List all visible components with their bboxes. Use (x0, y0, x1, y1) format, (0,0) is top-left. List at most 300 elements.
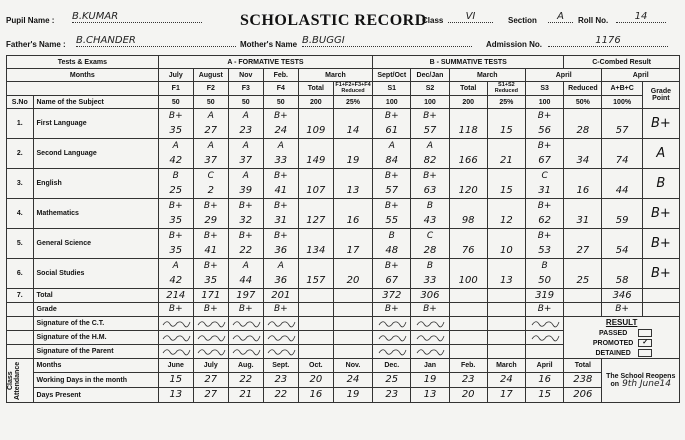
marks-cell: 57 (373, 184, 411, 199)
signature-mark (231, 346, 261, 356)
marks-cell: 100 (449, 274, 487, 289)
result-option-label: PASSED (598, 329, 628, 337)
roll-no-value: 14 (616, 11, 666, 23)
grade-cell (449, 169, 487, 184)
grade-cell: A (193, 139, 228, 154)
grade-cell: B (411, 199, 449, 214)
working-days-cell: 16 (525, 373, 563, 388)
signature-mark (231, 318, 261, 328)
marks-cell: 55 (373, 214, 411, 229)
signature-mark (196, 332, 226, 342)
signature-mark (377, 332, 407, 342)
marks-cell: 50 (525, 274, 563, 289)
grade-point-cell: B+ (642, 199, 679, 229)
signature-mark (161, 346, 191, 356)
grade-row-cell (449, 303, 487, 317)
signature-cell (228, 331, 263, 345)
working-days-cell: 23 (449, 373, 487, 388)
grade-cell (298, 109, 333, 124)
code-header: S1+S2 Reduced (487, 82, 525, 96)
month-header: July (158, 69, 193, 82)
max-marks-cell: 100 (411, 96, 449, 109)
grade-cell: B+ (263, 109, 298, 124)
grade-cell (298, 259, 333, 274)
marks-cell: 35 (158, 124, 193, 139)
code-header: F3 (228, 82, 263, 96)
grade-cell (333, 259, 372, 274)
marks-cell: 22 (228, 244, 263, 259)
grade-cell: A (228, 139, 263, 154)
attendance-months-label: Months (33, 359, 158, 373)
grade-cell: A (263, 139, 298, 154)
grade-cell (449, 229, 487, 244)
grade-row-cell: B+ (228, 303, 263, 317)
total-cell: 346 (602, 289, 642, 303)
signature-cell (525, 317, 563, 331)
table-row (7, 388, 680, 403)
attendance-month-header: Total (564, 359, 602, 373)
table-row (7, 56, 680, 69)
signature-cell (333, 345, 372, 359)
marks-cell: 118 (449, 124, 487, 139)
marks-cell: 82 (411, 154, 449, 169)
attendance-month-header: Oct. (298, 359, 333, 373)
working-days-cell: 23 (263, 373, 298, 388)
marks-cell: 134 (298, 244, 333, 259)
reopen-value: 9th June14 (622, 378, 671, 389)
signature-mark (231, 332, 261, 342)
grade-cell: B+ (525, 229, 563, 244)
grade-cell: B+ (193, 229, 228, 244)
grade-cell: B+ (525, 139, 563, 154)
marks-cell: 35 (193, 274, 228, 289)
marks-cell: 41 (193, 244, 228, 259)
code-header: Reduced (564, 82, 602, 96)
working-days-cell: 24 (487, 373, 525, 388)
result-option (564, 349, 679, 357)
roll-no-label: Roll No. (578, 16, 609, 25)
grade-point-cell: B (642, 169, 679, 199)
marks-cell: 42 (158, 154, 193, 169)
marks-cell: 37 (193, 154, 228, 169)
attendance-month-header: March (487, 359, 525, 373)
table-row (7, 109, 680, 124)
grade-row-cell: B+ (525, 303, 563, 317)
result-option-label: DETAINED (595, 349, 631, 357)
grade-cell (449, 199, 487, 214)
grade-cell: A (263, 259, 298, 274)
days-present-cell: 22 (263, 388, 298, 403)
signature-cell (193, 331, 228, 345)
code-header: S3 (525, 82, 563, 96)
grade-cell: B+ (158, 109, 193, 124)
grade-point-cell: A (642, 139, 679, 169)
sno-header: S.No (7, 96, 34, 109)
code-header: Total (298, 82, 333, 96)
marks-cell: 20 (333, 274, 372, 289)
code-header: S1 (373, 82, 411, 96)
admission-no-value: 1176 (548, 35, 668, 47)
days-present-cell: 206 (564, 388, 602, 403)
marks-cell: 39 (228, 184, 263, 199)
result-option-label: PROMOTED (592, 339, 634, 347)
marks-cell: 15 (487, 124, 525, 139)
mother-name-label: Mother's Name (240, 40, 298, 49)
table-row (7, 229, 680, 244)
total-cell: 306 (411, 289, 449, 303)
subject-sno: 4. (7, 199, 34, 229)
signature-cell (193, 345, 228, 359)
grade-cell: B+ (193, 259, 228, 274)
marks-cell: 31 (525, 184, 563, 199)
total-cell (449, 289, 487, 303)
blank-cell (7, 331, 34, 345)
marks-cell: 63 (411, 184, 449, 199)
signature-cell (298, 345, 333, 359)
blank-cell (642, 289, 679, 303)
working-days-label: Working Days in the month (33, 373, 158, 388)
attendance-month-header: Feb. (449, 359, 487, 373)
signature-cell (193, 317, 228, 331)
grade-cell: B+ (373, 259, 411, 274)
reopen-on: on (610, 380, 620, 388)
signature-cell (411, 317, 449, 331)
month-header: Nov (228, 69, 263, 82)
grade-cell: A (228, 169, 263, 184)
grade-cell: B+ (263, 199, 298, 214)
marks-cell: 149 (298, 154, 333, 169)
working-days-cell: 22 (228, 373, 263, 388)
grade-cell (333, 229, 372, 244)
max-marks-cell: 100% (602, 96, 642, 109)
reopen-date (602, 380, 679, 389)
grade-cell (333, 199, 372, 214)
marks-cell: 32 (228, 214, 263, 229)
total-cell (487, 289, 525, 303)
signature-mark (196, 346, 226, 356)
subject-sno: 2. (7, 139, 34, 169)
signature-mark (530, 318, 560, 328)
signature-label: Signature of the Parent (33, 345, 158, 359)
total-cell: 372 (373, 289, 411, 303)
grade-cell: B (158, 169, 193, 184)
attendance-month-header: Aug. (228, 359, 263, 373)
signature-cell (449, 317, 487, 331)
marks-cell: 34 (564, 154, 602, 169)
working-days-cell: 25 (373, 373, 411, 388)
grade-cell (602, 139, 642, 154)
month-header: March (298, 69, 372, 82)
working-days-cell: 19 (411, 373, 449, 388)
signature-mark (377, 318, 407, 328)
grade-cell: B+ (263, 229, 298, 244)
formative-tests-header: A - FORMATIVE TESTS (158, 56, 372, 69)
subject-name: Second Language (33, 139, 158, 169)
marks-cell: 17 (333, 244, 372, 259)
max-marks-cell: 25% (487, 96, 525, 109)
marks-cell: 25 (564, 274, 602, 289)
marks-cell: 24 (263, 124, 298, 139)
blank-cell (7, 345, 34, 359)
grade-cell (449, 109, 487, 124)
marks-cell: 53 (525, 244, 563, 259)
grade-row-cell: B+ (263, 303, 298, 317)
table-row (7, 82, 680, 96)
max-marks-cell: 50 (228, 96, 263, 109)
marks-cell: 29 (193, 214, 228, 229)
marks-cell: 15 (487, 184, 525, 199)
result-option (564, 329, 679, 337)
marks-cell: 13 (333, 184, 372, 199)
marks-cell: 33 (263, 154, 298, 169)
tests-exams-header: Tests & Exams (7, 56, 159, 69)
attendance-month-header: Nov. (333, 359, 372, 373)
result-box (564, 317, 680, 359)
grade-cell (487, 199, 525, 214)
marks-cell: 10 (487, 244, 525, 259)
grade-cell (449, 259, 487, 274)
grade-cell (298, 199, 333, 214)
grade-point-header: Grade Point (642, 82, 679, 109)
grade-cell: B+ (373, 109, 411, 124)
grade-cell (487, 109, 525, 124)
marks-table (6, 55, 680, 403)
month-header: April (602, 69, 680, 82)
marks-cell: 44 (228, 274, 263, 289)
grade-row-cell (298, 303, 333, 317)
code-header: F2 (193, 82, 228, 96)
marks-cell: 166 (449, 154, 487, 169)
signature-cell (333, 317, 372, 331)
summative-tests-header: B - SUMMATIVE TESTS (373, 56, 564, 69)
pupil-name-value: B.KUMAR (72, 11, 202, 23)
grade-cell (564, 139, 602, 154)
grade-cell (298, 169, 333, 184)
grade-cell: A (193, 109, 228, 124)
grade-cell (564, 199, 602, 214)
attendance-month-header: Dec. (373, 359, 411, 373)
marks-cell: 56 (525, 124, 563, 139)
grade-cell: A (158, 139, 193, 154)
total-cell: 214 (158, 289, 193, 303)
blank-cell (7, 317, 34, 331)
month-header: March (449, 69, 525, 82)
month-header: Feb. (263, 69, 298, 82)
table-row (7, 199, 680, 214)
table-row (7, 96, 680, 109)
marks-cell: 157 (298, 274, 333, 289)
marks-cell: 31 (263, 214, 298, 229)
grade-cell (487, 169, 525, 184)
marks-cell: 27 (564, 244, 602, 259)
class-attendance-text: Class Attendance (7, 361, 21, 400)
grade-row-cell: B+ (158, 303, 193, 317)
working-days-cell: 15 (158, 373, 193, 388)
marks-cell: 35 (158, 214, 193, 229)
grade-row-cell (333, 303, 372, 317)
class-label: Class (422, 16, 444, 25)
total-label: Total (33, 289, 158, 303)
grade-cell: A (411, 139, 449, 154)
table-row (7, 69, 680, 82)
days-present-cell: 19 (333, 388, 372, 403)
signature-mark (266, 346, 296, 356)
attendance-month-header: Sept. (263, 359, 298, 373)
grade-point-cell: B+ (642, 229, 679, 259)
result-title: RESULT (605, 318, 638, 327)
signature-cell (333, 331, 372, 345)
grade-cell: B (411, 259, 449, 274)
signature-mark (266, 318, 296, 328)
blank-cell (7, 303, 34, 317)
marks-cell: 2 (193, 184, 228, 199)
result-option (564, 339, 679, 347)
signature-cell (158, 331, 193, 345)
grade-row-cell: B+ (373, 303, 411, 317)
max-marks-cell: 100 (373, 96, 411, 109)
grade-cell: B+ (525, 199, 563, 214)
subject-sno: 5. (7, 229, 34, 259)
signature-cell (411, 345, 449, 359)
grade-row-cell: B+ (193, 303, 228, 317)
signature-cell (487, 345, 525, 359)
signature-cell (525, 345, 563, 359)
marks-cell: 19 (333, 154, 372, 169)
subject-name: First Language (33, 109, 158, 139)
grade-cell (602, 169, 642, 184)
days-present-cell: 13 (411, 388, 449, 403)
grade-point-cell: B+ (642, 109, 679, 139)
mother-name-value: B.BUGGI (302, 35, 472, 47)
result-checkbox: ✓ (638, 339, 652, 347)
marks-cell: 67 (525, 154, 563, 169)
grade-cell: A (373, 139, 411, 154)
total-cell: 171 (193, 289, 228, 303)
marks-cell: 76 (449, 244, 487, 259)
marks-cell: 28 (564, 124, 602, 139)
marks-cell: 59 (602, 214, 642, 229)
grade-cell (602, 199, 642, 214)
days-present-cell: 15 (525, 388, 563, 403)
grade-point-cell: B+ (642, 259, 679, 289)
section-value: A (548, 11, 573, 23)
marks-cell: 41 (263, 184, 298, 199)
signature-mark (415, 346, 445, 356)
max-marks-cell: 50 (263, 96, 298, 109)
marks-cell: 21 (487, 154, 525, 169)
month-header: August (193, 69, 228, 82)
total-cell: 201 (263, 289, 298, 303)
blank-cell (7, 82, 159, 96)
combined-result-header: C-Combed Result (564, 56, 680, 69)
marks-cell: 57 (602, 124, 642, 139)
days-present-cell: 27 (193, 388, 228, 403)
grade-cell (298, 229, 333, 244)
result-checkbox (638, 329, 652, 337)
marks-cell: 98 (449, 214, 487, 229)
code-header: F1 (158, 82, 193, 96)
marks-cell: 127 (298, 214, 333, 229)
signature-cell (487, 317, 525, 331)
max-marks-cell: 200 (298, 96, 333, 109)
record-header (0, 0, 685, 56)
days-present-cell: 13 (158, 388, 193, 403)
max-marks-cell: 50% (564, 96, 602, 109)
grade-cell: C (193, 169, 228, 184)
signature-cell (158, 345, 193, 359)
subject-name: Social Studies (33, 259, 158, 289)
marks-cell: 35 (158, 244, 193, 259)
attendance-month-header: July (193, 359, 228, 373)
grade-cell: A (228, 109, 263, 124)
table-row (7, 317, 680, 331)
signature-label: Signature of the H.M. (33, 331, 158, 345)
signature-cell (487, 331, 525, 345)
signature-cell (298, 317, 333, 331)
table-row (7, 373, 680, 388)
month-header: April (525, 69, 601, 82)
grade-cell: B+ (263, 169, 298, 184)
grade-row-cell (564, 303, 602, 317)
signature-mark (530, 332, 560, 342)
marks-cell: 33 (411, 274, 449, 289)
subject-name: English (33, 169, 158, 199)
marks-cell: 16 (564, 184, 602, 199)
grade-cell (333, 169, 372, 184)
pupil-name-label: Pupil Name : (6, 16, 55, 25)
section-label: Section (508, 16, 537, 25)
grade-cell (333, 139, 372, 154)
grade-cell (564, 169, 602, 184)
grade-cell: B+ (228, 199, 263, 214)
grade-cell: B+ (525, 109, 563, 124)
days-present-cell: 21 (228, 388, 263, 403)
marks-cell: 13 (487, 274, 525, 289)
working-days-cell: 24 (333, 373, 372, 388)
signature-cell (525, 331, 563, 345)
signature-cell (263, 345, 298, 359)
marks-cell: 107 (298, 184, 333, 199)
code-header: Total (449, 82, 487, 96)
marks-cell: 27 (193, 124, 228, 139)
grade-cell: C (411, 229, 449, 244)
table-row (7, 303, 680, 317)
grade-cell (602, 229, 642, 244)
marks-cell: 31 (564, 214, 602, 229)
working-days-cell: 238 (564, 373, 602, 388)
reopen-label: The School Reopens (606, 372, 676, 380)
marks-cell: 28 (411, 244, 449, 259)
marks-cell: 74 (602, 154, 642, 169)
signature-cell (228, 317, 263, 331)
table-row (7, 359, 680, 373)
subject-sno: 1. (7, 109, 34, 139)
marks-cell: 36 (263, 244, 298, 259)
marks-cell: 23 (228, 124, 263, 139)
marks-cell: 37 (228, 154, 263, 169)
signature-cell (298, 331, 333, 345)
marks-cell: 57 (411, 124, 449, 139)
max-marks-cell: 100 (525, 96, 563, 109)
code-header: F1+F2+F3+F4 Reduced (333, 82, 372, 96)
grade-cell (487, 259, 525, 274)
days-present-cell: 23 (373, 388, 411, 403)
attendance-month-header: June (158, 359, 193, 373)
subject-sno: 6. (7, 259, 34, 289)
days-present-label: Days Present (33, 388, 158, 403)
subject-name: General Science (33, 229, 158, 259)
grade-row-cell: B+ (602, 303, 642, 317)
